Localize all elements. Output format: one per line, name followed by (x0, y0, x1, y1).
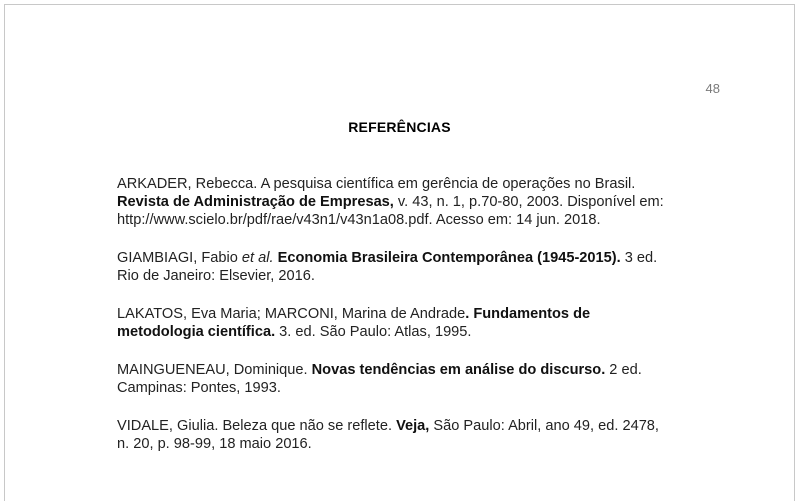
reference-source-title: Revista de Administração de Empresas, (117, 194, 394, 210)
section-title: REFERÊNCIAS (348, 119, 451, 135)
reference-source-title: Novas tendências em análise do discurso. (311, 362, 606, 378)
reference-text: São Paulo: Abril, ano 49, ed. 2478, (429, 418, 659, 434)
reference-text: n. 20, p. 98-99, 18 maio 2016. (117, 436, 312, 452)
reference-author: MAINGUENEAU, Dominique. (117, 362, 312, 378)
reference-text: Rio de Janeiro: Elsevier, 2016. (117, 268, 315, 284)
reference-item (117, 305, 737, 341)
reference-text: 3 ed. (620, 250, 658, 266)
reference-source-title: Economia Brasileira Contemporânea (1945-2015). (273, 250, 621, 266)
reference-list (117, 175, 737, 473)
reference-author: VIDALE, Giulia. Beleza que não se reflete. (117, 418, 397, 434)
reference-text: v. 43, n. 1, p.70-80, 2003. Disponível em: (393, 194, 664, 210)
reference-source-title: . Fundamentos de (465, 306, 591, 322)
reference-text: Campinas: Pontes, 1993. (117, 380, 281, 396)
reference-item (117, 175, 737, 229)
reference-item (117, 361, 737, 397)
reference-source-title: Veja, (396, 418, 430, 434)
reference-source-title: metodologia científica. (117, 324, 276, 340)
reference-item (117, 417, 737, 453)
reference-text: 3. ed. São Paulo: Atlas, 1995. (275, 324, 472, 340)
reference-author: LAKATOS, Eva Maria; MARCONI, Marina de Andrade (117, 306, 466, 322)
reference-text: ARKADER, Rebecca. A pesquisa científica em gerência de operações no Brasil. (117, 176, 636, 192)
reference-item (117, 249, 737, 285)
page-number: 48 (705, 81, 720, 96)
reference-author: GIAMBIAGI, Fabio (117, 250, 242, 266)
reference-url: http://www.scielo.br/pdf/rae/v43n1/v43n1a08.pdf. Acesso em: 14 jun. 2018. (117, 212, 601, 228)
reference-text: 2 ed. (605, 362, 642, 378)
document-page (4, 4, 795, 501)
reference-etal: et al. (241, 250, 274, 266)
